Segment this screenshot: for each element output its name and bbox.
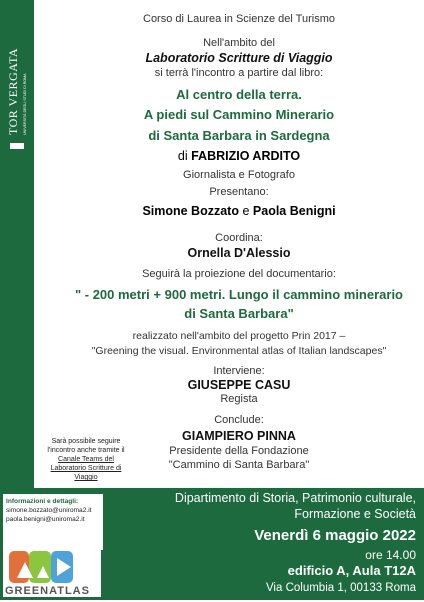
note-line2: l'incontro anche tramite il [47,447,125,454]
logo-subtitle: UNIVERSITÀ DEGLI STUDI DI ROMA [23,73,27,135]
presenters-line [64,204,414,218]
coordinator-label: Coordina: [215,232,263,244]
logo-name: TOR VERGATA [6,47,20,135]
logo-mark [10,143,24,149]
greenatlas-name: GREENATLAS [5,585,90,597]
author-line [64,149,414,163]
lab-name: Laboratorio Scritture di Viaggio [145,51,333,65]
author-role: Giornalista e Fotografo [183,169,295,181]
closer-role-line1: Presidente della Fondazione [169,445,309,457]
teams-link[interactable] [38,455,134,482]
closer-label: Conclude: [214,414,264,426]
speaker-role: Regista [220,393,258,405]
note-line1: Sarà possibile seguire [51,438,121,445]
contact-email-1[interactable]: simone.bozzato@uniroma2.it [6,507,92,514]
tor-vergata-logo [3,20,31,140]
presenters-label: Presentano: [209,186,269,198]
event-time: ore 14.00 [365,548,416,562]
department-line1: Dipartimento di Storia, Patrimonio culturale, [174,491,416,505]
context-label: Nell'ambito del [203,37,275,49]
author-name: FABRIZIO ARDITO [191,149,301,163]
teams-link-line2[interactable]: Laboratorio Scritture di [50,465,122,472]
university-sidebar [0,0,34,488]
presenter-join: e [242,204,250,218]
closer-role-line2: "Cammino di Santa Barbara" [168,459,310,471]
project-line2: "Greening the visual. Environmental atlas of Italian landscapes" [91,345,387,357]
documentary-intro: Seguirà la proiezione del documentario: [142,268,336,280]
presenter-2: Paola Benigni [252,204,336,218]
contact-title: Informazioni e dettagli: [6,498,79,505]
event-date: Venerdì 6 maggio 2022 [254,527,416,544]
book-title-line3: di Santa Barbara in Sardegna [148,128,330,143]
contact-box [3,494,103,550]
book-title-line2: A piedi sul Cammino Minerario [143,107,335,122]
streaming-note [38,437,134,482]
speaker-name: GIUSEPPE CASU [187,378,291,392]
author-prefix: di [177,149,188,163]
teams-link-line1[interactable]: Canale Teams del [58,456,114,463]
course-name: Corso di Laurea in Scienze del Turismo [143,13,335,25]
project-line1: realizzato nell'ambito del progetto Prin 2017 – [132,330,346,342]
intro-text: si terrà l'incontro a partire dal libro: [154,67,324,79]
documentary-title-line2: di Santa Barbara" [184,306,294,321]
documentary-title-line1: " - 200 metri + 900 metri. Lungo il cammino minerario [74,287,403,302]
department-line2: Formazione e Società [294,507,416,521]
presenter-1: Simone Bozzato [142,204,239,218]
event-place: edificio A, Aula T12A [287,563,416,578]
contact-email-2[interactable]: paola.benigni@uniroma2.it [6,516,85,523]
coordinator-name: Ornella D'Alessio [187,246,291,260]
book-title-line1: Al centro della terra. [176,87,302,102]
teams-link-line3[interactable]: Viaggio [74,474,98,481]
closer-name: GIAMPIERO PINNA [182,429,296,443]
speaker-label: Interviene: [213,365,265,377]
greenatlas-logo [3,548,101,597]
event-address: Via Columbia 1, 00133 Roma [265,582,416,594]
greenatlas-icon [3,548,101,597]
